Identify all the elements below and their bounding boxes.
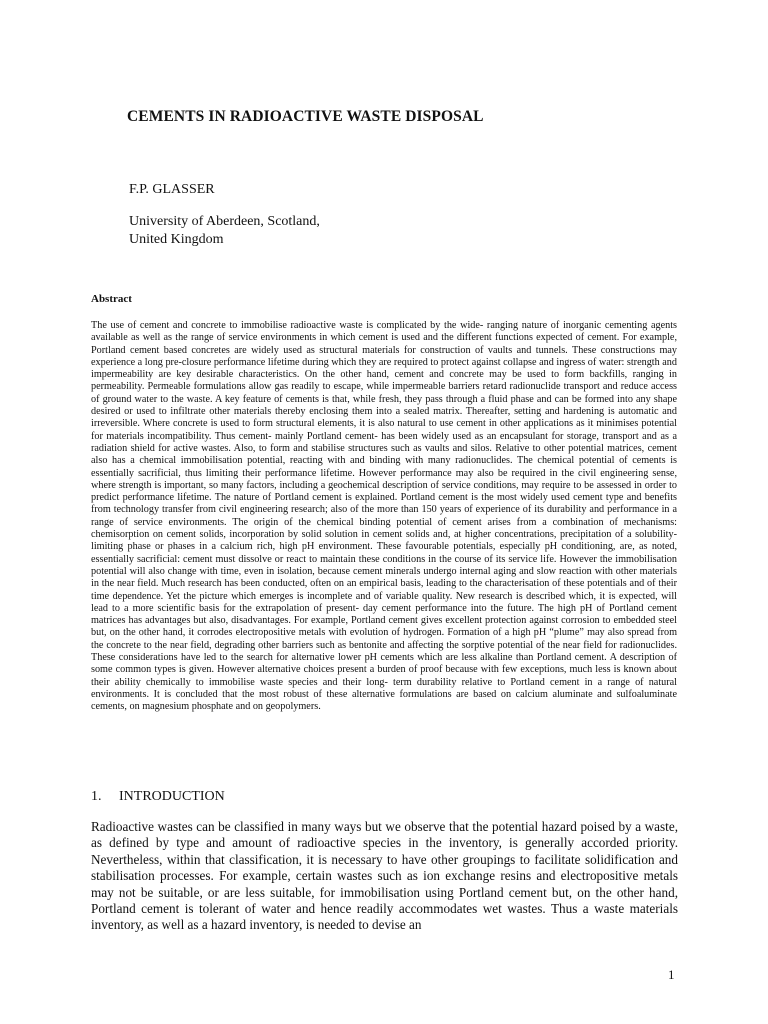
author-affiliation	[129, 213, 320, 249]
introduction-paragraph: Radioactive wastes can be classified in many ways but we observe that the potential hazard poised by a waste, as defined by type and amount of radioactive species in the inventory, is generally accorded priority. Nevertheless, within that classification, it is necessary to have other groupings to facilitate solidification and stabilisation processes. For example, certain wastes such as ion exchange resins and electropositive metals may not be suitable, or are less suitable, for immobilisation using Portland cement but, on the other hand, Portland cement is tolerant of water and hence readily accommodates wet wastes. Thus a waste materials inventory, as well as a hazard inventory, is needed to devise an	[91, 819, 678, 933]
page-number: 1	[668, 967, 675, 982]
author-name: F.P. GLASSER	[129, 182, 215, 197]
abstract-text: The use of cement and concrete to immobilise radioactive waste is complicated by the wide- ranging nature of inorganic cementing agents available as well as the range of service environments in which cement is used and the different functions expected of cement. For example, Portland cement based concretes are widely used as structural materials for construction of vaults and tunnels. These constructions may experience a long pre-closure performance lifetime during which they are required to protect against collapse and ingress of water: strength and impermeability are key desirable characteristics. On the other hand, cement and concrete may be used to form backfills, ranging in permeability. Permeable formulations allow gas readily to escape, while impermeable barriers retard radionuclide transport and reduce access of ground water to the waste. A key feature of cements is that, while fresh, they pass through a fluid phase and can be formed into any shape desired or used to infiltrate other materials thereby enclosing them into a sealed matrix. Thereafter, setting and hardening is automatic and irreversible. Where concrete is used to form structural elements, it is also natural to use cement in other applications as it minimises potential for materials incompatibility. Thus cement- mainly Portland cement- has been widely used as an encapsulant for storage, transport and as a radiation shield for active wastes. Also, to form and stabilise structures such as vaults and silos. Relative to other potential matrices, cement also has a chemical immobilisation potential, reacting with and binding with many radionuclides. The chemical potential of cements is essentially sacrificial, thus limiting their performance lifetime. However performance may also be required in the civil engineering sense, where strength is important, so many factors, including a geochemical description of service conditions, may require to be assessed in order to predict performance lifetime. The nature of Portland cement is explained. Portland cement is the most widely used cement type and benefits from technology transfer from civil engineering research; also of the more than 150 years of experience of its durability and performance in a range of service environments. The origin of the chemical binding potential of cement arises from a combination of mechanisms: chemisorption on cement solids, incorporation by solid solution in cement solids and, at higher concentrations, precipitation of a solubility-limiting phase or phases in a calcium rich, high pH environment. These favourable potentials, especially pH conditioning, are, as noted, essentially sacrificial: cement must dissolve or react to maintain these conditions in the course of its service life. However the immobilisation potential will also change with time, even in isolation, because cement minerals undergo internal aging and slow reaction with other materials in the near field. Much research has been conducted, often on an empirical basis, leading to the characterisation of these potentials and of their time dependence. Yet the picture which emerges is incomplete and of variable quality. New research is described which, it is expected, will lead to a more scientific basis for the extrapolation of present- day cement performance into the future. The high pH of Portland cement matrices has advantages but also, disadvantages. For example, Portland cement gives excellent protection against corrosion to embedded steel but, on the other hand, it corrodes electropositive metals with evolution of hydrogen. Formation of a high pH “plume” may also spread from the concrete to the near field, degrading other barriers such as bentonite and affecting the sorptive potential of the near field for radionuclides. These considerations have led to the search for alternative lower pH cements which are less alkaline than Portland cement. A description of some common types is given. However alternative choices present a burden of proof because with few exceptions, much less is known about their ability chemically to immobilise waste species and their long- term durability relative to Portland cement in a range of natural environments. It is concluded that the most robust of these alternative formulations are based on calcium aluminate and sulfoaluminate cements, on magnesium phosphate and on geopolymers.	[91, 320, 677, 713]
section-title: INTRODUCTION	[119, 789, 225, 804]
section-number: 1.	[91, 789, 102, 804]
paper-title: CEMENTS IN RADIOACTIVE WASTE DISPOSAL	[127, 108, 484, 125]
abstract-heading: Abstract	[91, 293, 132, 305]
section-heading-introduction	[91, 789, 225, 805]
affiliation-line-1: University of Aberdeen, Scotland,	[129, 214, 320, 229]
affiliation-line-2: United Kingdom	[129, 232, 224, 247]
